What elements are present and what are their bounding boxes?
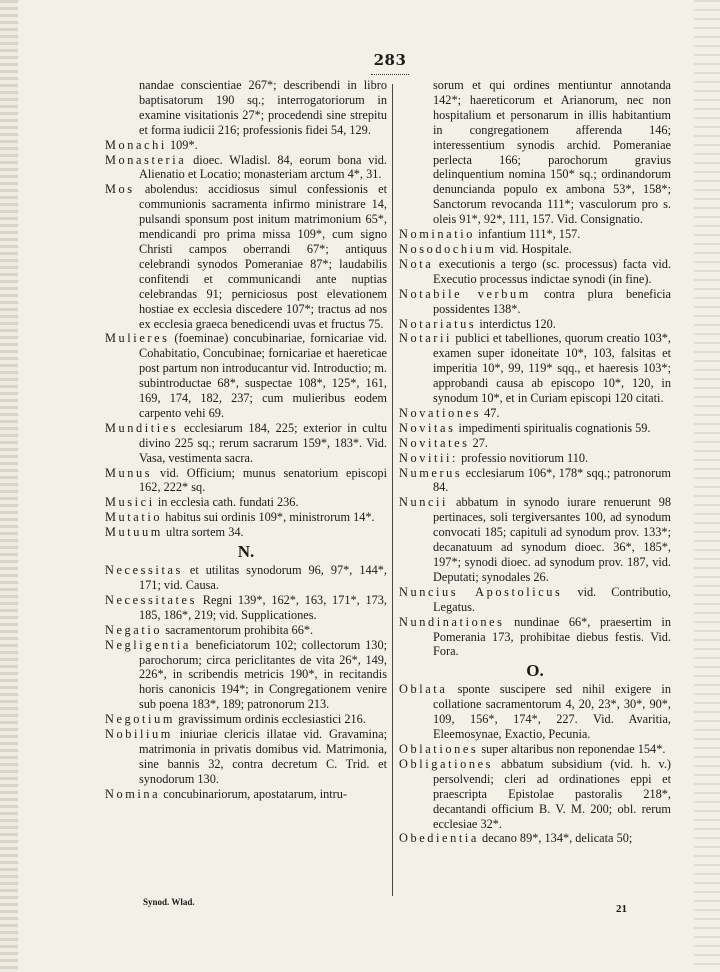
index-entry-sorum (399, 78, 671, 227)
index-entry-numerus (399, 466, 671, 496)
entry-text: interdictus 120. (479, 316, 556, 331)
entry-text: ultra sortem 34. (166, 525, 244, 540)
entry-text: ecclesiarum 184, 225; exterior in cultu divino 225 sq.; rerum sacrarum 159*, 183*. Vid. Vasa, vestimenta sacra. (139, 420, 388, 465)
page-edge-left (0, 0, 18, 972)
entry-headword: Mundities (105, 420, 179, 435)
entry-text: 47. (484, 405, 500, 420)
entry-headword: Nota (399, 256, 434, 271)
entry-text: contra plura beneficia possidentes 138*. (433, 286, 672, 316)
entry-headword: Nobilium (105, 727, 173, 742)
entry-headword: Negligentia (105, 637, 191, 652)
section-letter: O. (526, 661, 544, 681)
entry-headword: Mutatio (105, 510, 163, 525)
section-letter: N. (237, 542, 255, 562)
entry-headword: Musici (105, 495, 155, 510)
entry-text: et utilitas synodorum 96, 97*, 144*, 171; vid. Causa. (139, 563, 387, 592)
page-number: 283 (373, 51, 407, 69)
right-column (399, 78, 671, 846)
entry-headword: Novitates (399, 435, 470, 450)
signature-mark: Synod. Wlad. (143, 897, 195, 907)
entry-headword: Mos (105, 182, 135, 197)
entry-headword: Numerus (399, 465, 463, 480)
index-entry-novitas (399, 421, 671, 436)
entry-text: abolendus: accidiosus simul confessionis et communionis sacramenta infirmo ministrare 14, pulsandi sponsum post initum matrimonium 65*, mendicandi pro prima missa 109*, cum signo Christi campos oberrandi 67*; antiquus celebrandi synodos Pomeraniae 87*; laudabilis confitendi et communicandi ante nuptias celebrandas 91; perniciosus post elevationem hostiae ex ecclesia discedere 107*; tractus ad nos ex ecclesia graeca benedicendi uvas et fructus 75. (139, 182, 388, 331)
page-edge-right (694, 0, 720, 972)
index-entry-notarii (399, 331, 671, 406)
entry-text: concubinariorum, apostatarum, intru- (163, 786, 348, 801)
entry-headword: Negotium (105, 712, 175, 727)
entry-headword: Mulieres (105, 331, 170, 346)
entry-text: gravissimum ordinis ecclesiastici 216. (178, 712, 366, 727)
entry-headword: Oblata (399, 682, 448, 697)
entry-text: professio novitiorum 110. (461, 450, 589, 465)
entry-text: 109*. (170, 137, 198, 152)
entry-headword: Necessitates (105, 592, 197, 607)
entry-headword: Nominatio (399, 227, 475, 242)
index-entry-mulieres (105, 331, 387, 420)
index-entry-notariatus (399, 317, 671, 332)
entry-text: (foeminae) concubinariae, fornicariae vid. Cohabitatio, Concubinae; fornicariae et haereticae post partum non introducantur vid. Introductio; m. subintroductae 68*, suspectae 108*, 125*, 161, 169, 174, 182, 237; cum mulieribus eodem carpento vehi 69. (139, 331, 387, 420)
entry-text: Regni 139*, 162*, 163, 171*, 173, 185, 186*, 219; vid. Supplicationes. (139, 592, 387, 622)
index-entry-negligentia (105, 638, 387, 713)
entry-text: vid. Hospitale. (499, 241, 572, 256)
index-entry-negotium (105, 712, 387, 727)
entry-headword: Negatio (105, 622, 163, 637)
entry-text: infantium 111*, 157. (478, 227, 581, 242)
index-entry-obligationes (399, 757, 671, 832)
entry-text: sponte suscipere sed nihil exigere in collatione sacramentorum 4, 20, 23*, 30*, 90*, 109, 156*, 174*, 227. Vid. Avaritia, Eleemosynae, Exactio, Pecunia. (433, 682, 672, 742)
index-entry-monachi (105, 138, 387, 153)
index-entry-negatio (105, 623, 387, 638)
index-entry-munus (105, 466, 387, 496)
index-entry-oblationes (399, 742, 671, 757)
index-entry-nomina (105, 787, 387, 802)
sheet-number: 21 (616, 903, 627, 915)
entry-text: in ecclesia cath. fundati 236. (157, 495, 299, 510)
entry-headword: Obedientia (399, 831, 479, 846)
index-entry-nosodochium (399, 242, 671, 257)
entry-text: vid. Contributio, Legatus. (433, 584, 671, 614)
entry-headword: Notariatus (399, 316, 477, 331)
entry-headword: Monasteria (105, 152, 187, 167)
entry-text: publici et tabelliones, quorum creatio 103*, examen super idoneitate 10*, 103, falsitas et imperitia 10*, 99, 119* sqq., et haeresis 103*; approbandi causa ab episcopo 10*, 120, in synodum 10*, et in Curiam episcopi 120 citati. (433, 331, 671, 406)
index-entry-necessitates (105, 593, 387, 623)
entry-text: vid. Officium; munus senatorium episcopi 162, 222* sq. (139, 465, 387, 495)
entry-text: ecclesiarum 106*, 178* sqq.; patronorum 84. (433, 465, 671, 495)
index-entry-musici (105, 495, 387, 510)
index-entry-obedientia (399, 831, 671, 846)
entry-text: iniuriae clericis illatae vid. Gravamina; matrimonia in privatis domibus vid. Matrimonia, sine bannis 32, contra decretum C. Trid. et synodorum 130. (139, 727, 387, 786)
index-entry-nundinationes (399, 615, 671, 660)
entry-headword: Nundinationes (399, 614, 505, 629)
index-entry-notabile (399, 287, 671, 317)
entry-headword: Novitii: (399, 450, 459, 465)
entry-text: nundinae 66*, praesertim in Pomerania 173, prohibitae diebus festis. Vid. Fora. (433, 614, 671, 659)
entry-headword: Nuncius Apostolicus (399, 584, 563, 599)
entry-headword: Obligationes (399, 756, 494, 771)
entry-text: sorum et qui ordines mentiuntur annotanda 142*; haereticorum et Arianorum, nec non hospitalium et personarum in illis habitantium in congregationem afferenda 146; interessentium synodis archid. Pomeraniae perlecta 166; parochorum gravius delinquentium nomina 150* sq.; ordinandorum denuncianda populo ex ambona 53*, 158*; Sanctorum revocanda 111*; vasculorum pro s. oleis 91*, 92*, 111, 157. Vid. Consignatio. (433, 78, 671, 227)
entry-text: executionis a tergo (sc. processus) facta vid. Executio processus indictae synodi (in fine). (433, 256, 671, 286)
entry-text: abbatum subsidium (vid. h. v.) persolvendi; cleri ad ordinationes eppi et praescripta Epistolae pastoralis 218*, decantandi officium B. V. M. 200; obl. rerum ecclesiae 32*. (433, 756, 672, 831)
entry-text: decano 89*, 134*, delicata 50; (482, 831, 633, 846)
entry-headword: Nomina (105, 786, 161, 801)
entry-headword: Monachi (105, 137, 167, 152)
entry-headword: Nosodochium (399, 241, 497, 256)
page-number-ornament (371, 70, 409, 75)
entry-headword: Novitas (399, 420, 456, 435)
index-entry-mos (105, 182, 387, 331)
index-entry-oblata (399, 682, 671, 742)
index-entry-monasteria (105, 153, 387, 183)
entry-headword: Notarii (399, 331, 453, 346)
entry-headword: Notabile verbum (399, 286, 531, 301)
index-entry-mundities (105, 421, 387, 466)
index-entry-nuncii (399, 495, 671, 584)
entry-text: 27. (472, 435, 488, 450)
entry-headword: Oblationes (399, 741, 479, 756)
left-column (105, 78, 387, 802)
index-entry-novitates (399, 436, 671, 451)
entry-text: abbatum in synodo iurare renuerunt 98 pertinaces, soli tergiversantes 100, ad synodum convocati 185; capituli ad synodum prov. 133*; decanatuum ad synodum dioec. 36*, 185*, 197*; synodi dioec. ad synodum prov. 187, vid. Deputati; synodales 26. (433, 495, 672, 584)
index-entry-nota (399, 257, 671, 287)
entry-headword: Nuncii (399, 495, 449, 510)
entry-text: impedimenti spiritualis cognationis 59. (458, 420, 651, 435)
entry-headword: Novationes (399, 405, 482, 420)
entry-text: super altaribus non reponendae 154*. (481, 741, 666, 756)
column-divider (392, 84, 393, 896)
entry-text: beneficiatorum 102; collectorum 130; parochorum; circa periclitantes de vita 26*, 149, 226*, in scribendis metricis 190*, in recitandis horis canonicis 194*; in Congregationem venire sub poena 183*, 189; patronorum 213. (139, 637, 388, 712)
entry-text: habitus sui ordinis 109*, ministrorum 14*. (165, 510, 375, 525)
index-entry-nuncius (399, 585, 671, 615)
index-entry-nandae (105, 78, 387, 138)
entry-headword: Necessitas (105, 563, 183, 578)
index-entry-necessitas (105, 563, 387, 593)
index-entry-novitii (399, 451, 671, 466)
index-entry-nobilium (105, 727, 387, 787)
index-entry-nominatio (399, 227, 671, 242)
index-entry-novationes (399, 406, 671, 421)
entry-headword: Mutuum (105, 525, 163, 540)
entry-text: sacramentorum prohibita 66*. (165, 622, 314, 637)
entry-text: dioec. Wladisl. 84, eorum bona vid. Alienatio et Locatio; monasteriam arctum 4*, 31. (139, 152, 387, 182)
entry-text: nandae conscientiae 267*; describendi in libro baptisatorum 190 sq.; interrogatoriorum in examine visitationis 27*; procedendi sine strepitu et forma iudicii 216; professionis fidei 54, 129. (139, 78, 387, 137)
index-entry-mutatio (105, 510, 387, 525)
index-entry-mutuum (105, 525, 387, 540)
entry-headword: Munus (105, 465, 153, 480)
